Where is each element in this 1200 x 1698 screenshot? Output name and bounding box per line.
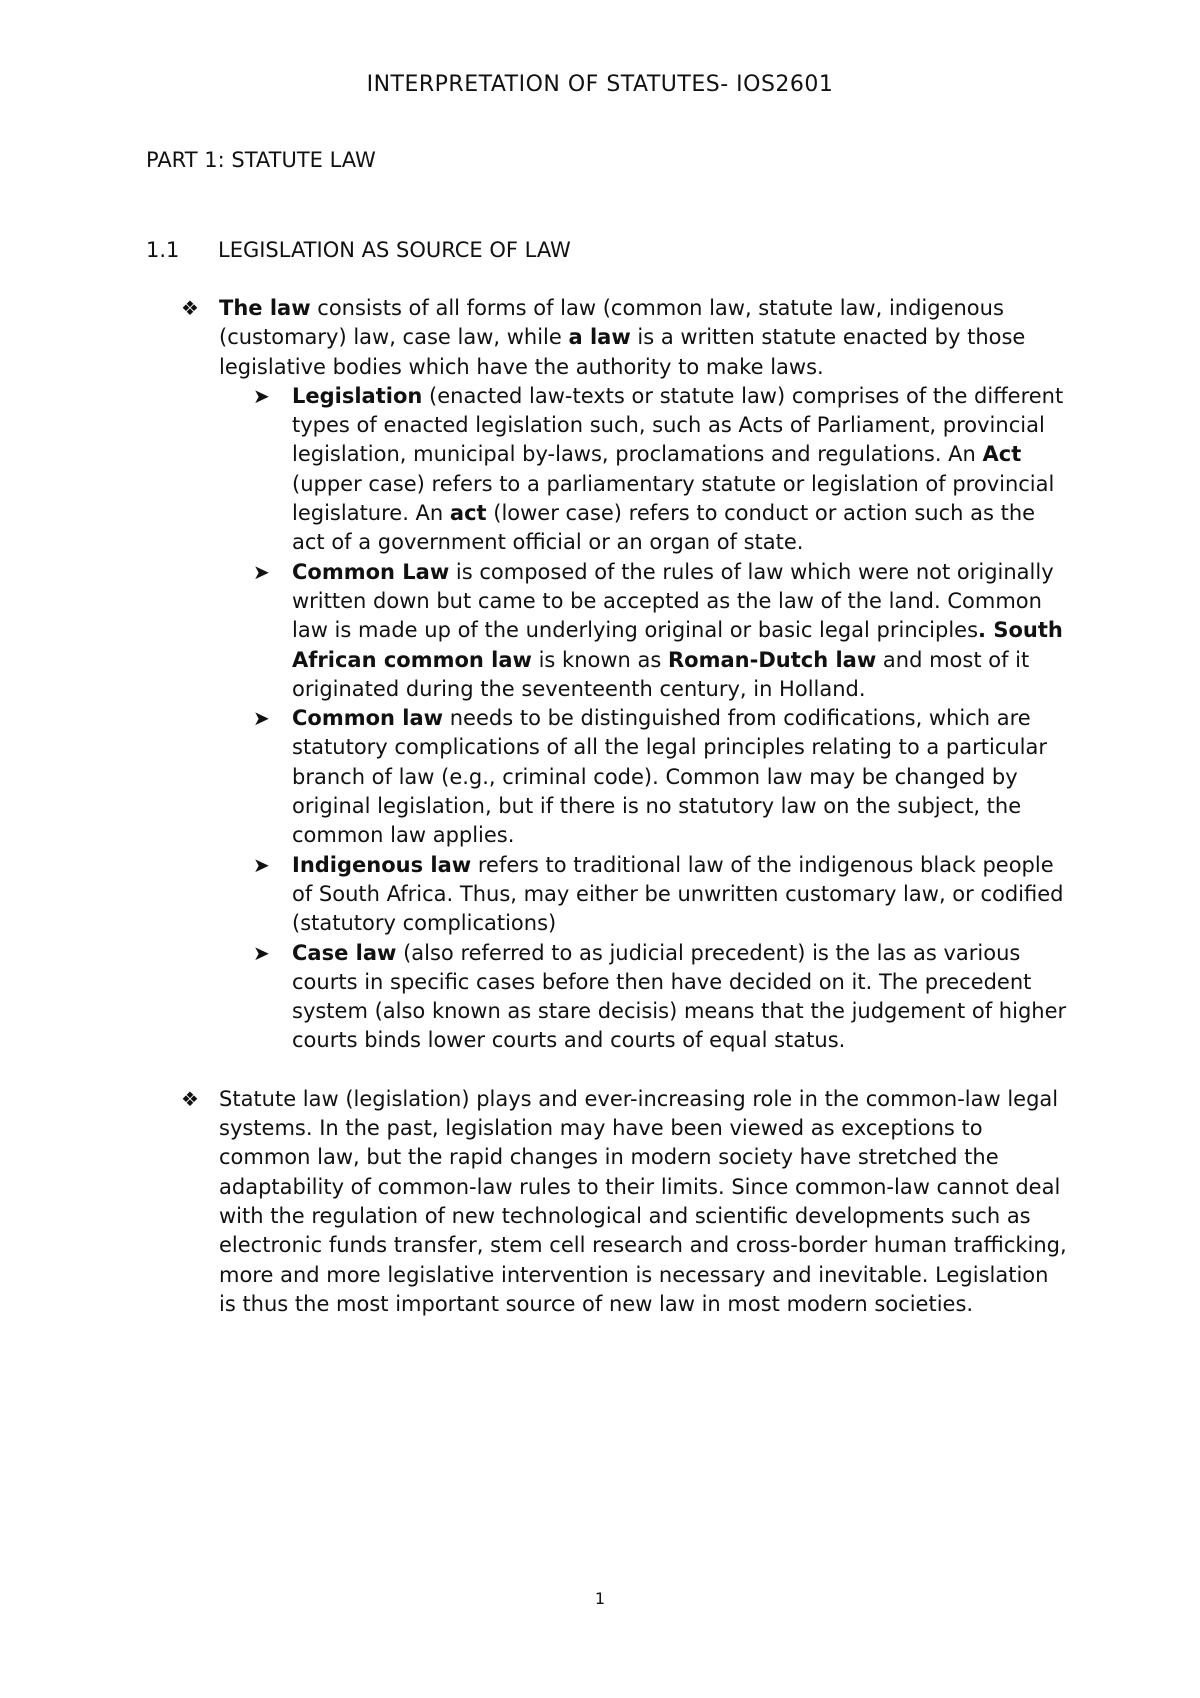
sub-bullet-item — [0, 851, 1069, 939]
bold-term: act — [449, 501, 487, 526]
bold-term: Legislation — [292, 383, 423, 408]
sub-bullet-item — [0, 558, 1069, 704]
bold-term: . South African common law — [292, 618, 1063, 672]
section-number: 1.1 — [146, 238, 180, 262]
bullet-item — [0, 1085, 1069, 1319]
document-body — [0, 294, 1200, 1319]
bold-term: The law — [219, 296, 311, 320]
diamond-bullet-icon: ❖ — [181, 296, 199, 320]
part-heading: PART 1: STATUTE LAW — [146, 148, 376, 172]
document-title: INTERPRETATION OF STATUTES- IOS2601 — [366, 72, 834, 97]
sub-bullet-item — [0, 382, 1069, 558]
paragraph-text: and most of it originated during the seventeenth century, in Holland. — [292, 647, 1030, 701]
paragraph-text: is composed of the rules of law which were not originally written down but came to be accepted as the law of the land. Common law is made up of the underlying original or basic legal principles — [292, 559, 1054, 643]
sub-bullet-item — [0, 704, 1069, 850]
diamond-bullet-icon: ❖ — [181, 1086, 199, 1111]
page-number: 1 — [594, 1589, 606, 1608]
bold-term: Roman-Dutch law — [668, 647, 877, 672]
paragraph-text: is known as — [531, 647, 669, 672]
arrow-bullet-icon: ➤ — [253, 940, 270, 965]
paragraph-text: needs to be distinguished from codifications, which are statutory complications of all the legal principles relating to a particular branch of law (e.g., criminal code). Common law may be changed by original legislation, but if there is no statutory law on the subject, the common law applies. — [292, 706, 1048, 848]
paragraph-text: is a written statute enacted by those legislative bodies which have the authority to make laws. — [219, 325, 1026, 379]
paragraph-text: (enacted law-texts or statute law) comprises of the different types of enacted legislation such, such as Acts of Parliament, provincial legislation, municipal by-laws, proclamations and regulations. An — [292, 383, 1064, 467]
sub-bullet-item — [0, 939, 1069, 1056]
section-heading — [146, 238, 571, 262]
bold-term: Act — [982, 442, 1022, 467]
paragraph-text: (also referred to as judicial precedent) is the las as various courts in specific cases before then have decided on it. The precedent system (also known as stare decisis) means that the judgement of higher courts binds lower courts and courts of equal status. — [292, 940, 1067, 1053]
bullet-item — [0, 294, 1069, 382]
bold-term: Case law — [292, 940, 397, 965]
arrow-bullet-icon: ➤ — [253, 559, 270, 584]
paragraph-text: (upper case) refers to a parliamentary statute or legislation of provincial legislature. An — [292, 471, 1055, 526]
arrow-bullet-icon: ➤ — [253, 383, 270, 408]
paragraph-text: Statute law (legislation) plays and ever-increasing role in the common-law legal systems. In the past, legislation may have been viewed as exceptions to common law, but the rapid changes in modern society have stretched the adaptability of common-law rules to their limits. Since common-law cannot deal with the regulation of new technological and scientific developments such as electronic funds transfer, stem cell research and cross-border human trafficking, more and more legislative intervention is necessary and inevitable. Legislation is thus the most important source of new law in most modern societies. — [219, 1086, 1067, 1316]
paragraph-text: (lower case) refers to conduct or action such as the act of a government official or an organ of state. — [292, 501, 1036, 555]
bold-term: Indigenous law — [292, 852, 472, 877]
paragraph-text: consists of all forms of law (common law, statute law, indigenous (customary) law, case law, while — [219, 296, 1004, 350]
bold-term: Common law — [292, 706, 444, 731]
arrow-bullet-icon: ➤ — [253, 706, 270, 731]
bold-term: a law — [568, 325, 631, 350]
bold-term: Common Law — [292, 559, 450, 584]
paragraph-text: refers to traditional law of the indigenous black people of South Africa. Thus, may either be unwritten customary law, or codified (statutory complications) — [292, 852, 1064, 936]
section-title: LEGISLATION AS SOURCE OF LAW — [218, 238, 571, 262]
paragraph-spacer — [0, 1056, 1200, 1085]
arrow-bullet-icon: ➤ — [253, 852, 270, 877]
